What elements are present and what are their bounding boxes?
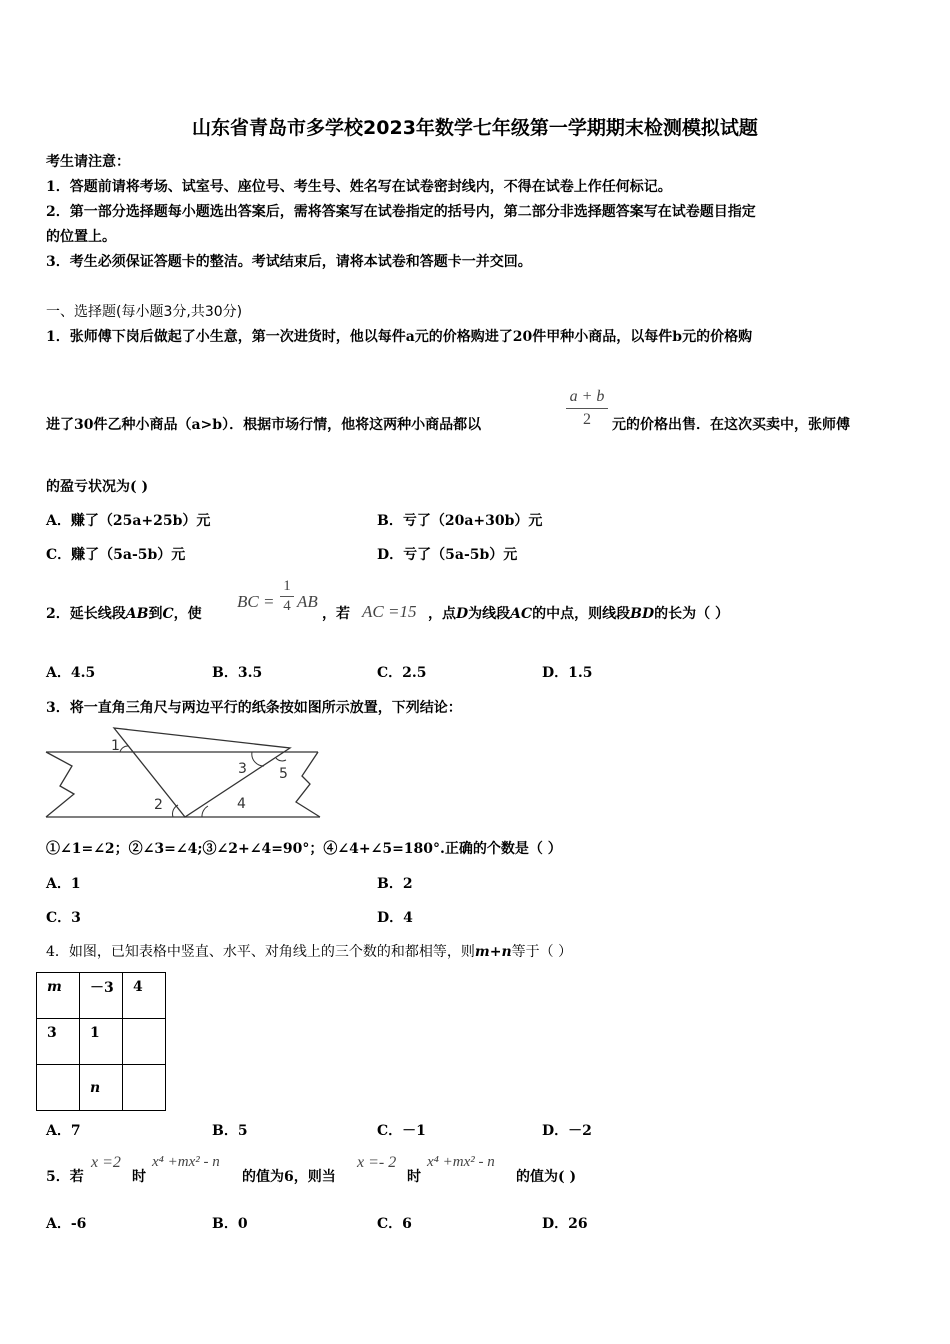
grid-cell: [123, 1019, 166, 1065]
q5-option-a[interactable]: A．-6: [46, 1216, 87, 1232]
q2-seg-ac: AC: [510, 606, 533, 622]
notice-item: 的位置上。: [46, 229, 116, 245]
q4-option-d[interactable]: D．－2: [542, 1123, 592, 1139]
q2-eq-right: AB: [297, 592, 318, 611]
angle-label-2: 2: [154, 797, 163, 813]
q2-text: 的中点，则线段: [532, 606, 631, 622]
grid-cell: 3: [37, 1019, 80, 1065]
notice-item: 3．考生必须保证答题卡的整洁。考试结束后，请将本试卷和答题卡一并交回。: [46, 254, 532, 270]
q2-option-a[interactable]: A．4.5: [46, 665, 96, 681]
grid-cell: 1: [80, 1019, 123, 1065]
strip-left-torn-edge: [46, 752, 74, 817]
q2-seg-ab: AB: [125, 606, 149, 622]
q5-expression: x⁴ +mx² - n: [152, 1154, 220, 1170]
q1-stem-line1: 1．张师傅下岗后做起了小生意，第一次进货时，他以每件a元的价格购进了20件甲种小商品，以每件b元的价格购: [46, 329, 753, 345]
fraction-denominator: 4: [283, 598, 291, 614]
q2-if: ，若: [322, 606, 350, 622]
q1-option-a[interactable]: A．赚了（25a+25b）元: [46, 513, 211, 529]
q5-option-d[interactable]: D．26: [542, 1216, 588, 1232]
triangle-ruler: [114, 728, 290, 817]
q1-option-d[interactable]: D．亏了（5a-5b）元: [377, 547, 518, 563]
q1-stem-line2: 进了30件乙种小商品（a>b）．根据市场行情，他将这两种小商品都以: [46, 417, 482, 433]
angle-label-3: 3: [238, 761, 247, 777]
q5-when2: 时: [407, 1169, 421, 1185]
fraction-bar: [280, 596, 294, 597]
grid-cell: 4: [123, 973, 166, 1019]
q5-when: 时: [132, 1169, 146, 1185]
q5-option-c[interactable]: C．6: [377, 1216, 412, 1232]
fraction-denominator: 2: [583, 411, 591, 428]
angle-4-arc: [202, 806, 208, 817]
q1-stem-line2-tail: 元的价格出售．在这次买卖中，张师傅: [612, 417, 850, 433]
q4-option-c[interactable]: C．－1: [377, 1123, 426, 1139]
q2-text: ，点: [428, 606, 456, 622]
q5-value-is: 的值为6，则当: [242, 1169, 336, 1185]
q4-stem: [46, 941, 572, 961]
q5-tail: 的值为( ): [516, 1169, 577, 1185]
q5-prefix: 5．若: [46, 1169, 84, 1185]
q2-text: 为线段: [468, 606, 511, 622]
q3-option-d[interactable]: D．4: [377, 910, 413, 926]
fraction-bar: [566, 408, 608, 409]
angle-label-4: 4: [237, 796, 246, 812]
grid-cell: －3: [80, 973, 123, 1019]
grid-cell: n: [80, 1065, 123, 1111]
q4-m-plus-n: m+n: [474, 944, 512, 960]
grid-cell: [37, 1065, 80, 1111]
q3-statement: ①∠1=∠2；②∠3=∠4;③∠2+∠4=90°；④∠4+∠5=180°.正确的个数是（ ）: [46, 841, 562, 857]
q2-text: ，使: [173, 606, 202, 622]
grid-cell: m: [37, 973, 80, 1019]
fraction-numerator: a + b: [569, 388, 605, 405]
q5-expression-2: x⁴ +mx² - n: [427, 1154, 495, 1170]
q1-stem-line3: 的盈亏状况为( ): [46, 479, 149, 495]
q2-point-c: C: [162, 606, 174, 622]
angle-3-arc: [252, 752, 264, 766]
q4-option-b[interactable]: B．5: [212, 1123, 248, 1139]
q2-option-d[interactable]: D．1.5: [542, 665, 593, 681]
q5-x-eq-2: x =2: [91, 1154, 121, 1171]
q4-text: 4．如图，已知表格中竖直、水平、对角线上的三个数的和都相等，则: [46, 944, 475, 960]
q2-point-d: D: [456, 606, 469, 622]
q1-fraction: [566, 388, 608, 429]
q3-option-b[interactable]: B．2: [377, 876, 413, 892]
q3-option-c[interactable]: C．3: [46, 910, 81, 926]
angle-label-1: 1: [111, 738, 120, 754]
page-title: 山东省青岛市多学校2023年数学七年级第一学期期末检测模拟试题: [192, 117, 758, 139]
q5-x-eq-neg2: x =- 2: [357, 1154, 397, 1171]
q4-option-a[interactable]: A．7: [46, 1123, 81, 1139]
strip-right-torn-edge: [296, 752, 320, 817]
angle-1-arc: [120, 746, 128, 752]
q2-text: 的长为（ ）: [654, 606, 730, 622]
q4-text: 等于（ ）: [511, 944, 573, 960]
q3-stem: 3．将一直角三角尺与两边平行的纸条按如图所示放置，下列结论：: [46, 700, 462, 716]
q2-fraction: [280, 578, 294, 615]
angle-label-5: 5: [279, 766, 288, 782]
q2-seg-bd: BD: [630, 606, 655, 622]
q2-stem-rest: [428, 603, 729, 623]
notice-item: 1．答题前请将考场、试室号、座位号、考生号、姓名写在试卷密封线内，不得在试卷上作任何标记。: [46, 179, 672, 195]
angle-5-arc: [276, 758, 286, 761]
q4-magic-grid: [36, 972, 166, 1111]
q2-text: 到: [148, 606, 163, 622]
q3-option-a[interactable]: A．1: [46, 876, 81, 892]
grid-cell: [123, 1065, 166, 1111]
notice-heading: 考生请注意：: [46, 154, 130, 170]
q2-eq-left: BC =: [237, 592, 275, 611]
section-heading: 一、选择题(每小题3分,共30分): [46, 304, 243, 320]
q1-option-b[interactable]: B．亏了（20a+30b）元: [377, 513, 543, 529]
q2-option-b[interactable]: B．3.5: [212, 665, 263, 681]
fraction-numerator: 1: [283, 578, 291, 594]
q5-option-b[interactable]: B．0: [212, 1216, 248, 1232]
q1-option-c[interactable]: C．赚了（5a-5b）元: [46, 547, 186, 563]
q2-stem: [46, 603, 202, 623]
notice-item: 2．第一部分选择题每小题选出答案后，需将答案写在试卷指定的括号内，第二部分非选择题答案写在试卷题目指定: [46, 204, 756, 220]
q2-option-c[interactable]: C．2.5: [377, 665, 427, 681]
q3-figure: [40, 722, 330, 826]
q2-text: 2．延长线段: [46, 606, 126, 622]
q2-ac-eq: AC =15: [362, 602, 417, 621]
